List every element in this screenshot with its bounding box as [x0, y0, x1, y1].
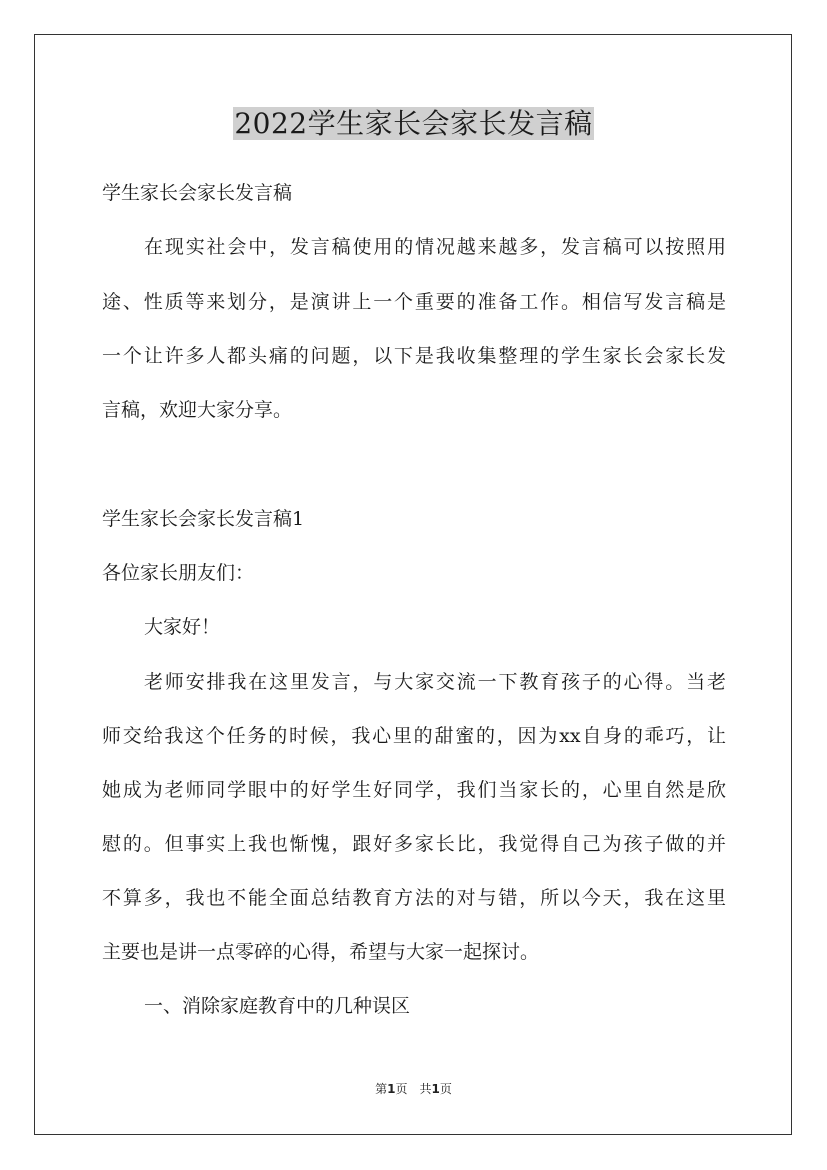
intro-line: 在现实社会中，发言稿使用的情况越来越多，发言稿可以按照用	[144, 236, 726, 258]
footer-mid: 页 共	[395, 1082, 432, 1096]
subheading: 一、消除家庭教育中的几种误区	[144, 995, 411, 1017]
paragraph-line: 师交给我这个任务的时候，我心里的甜蜜的，因为xx自身的乖巧，让	[102, 725, 726, 747]
salutation: 各位家长朋友们：	[102, 562, 255, 584]
paragraph-line: 不算多，我也不能全面总结教育方法的对与错，所以今天，我在这里	[102, 887, 726, 909]
paragraph-line: 老师安排我在这里发言，与大家交流一下教育孩子的心得。当老	[144, 671, 726, 693]
document-heading: 学生家长会家长发言稿	[102, 182, 293, 204]
paragraph-line: 主要也是讲一点零碎的心得，希望与大家一起探讨。	[102, 941, 540, 963]
document-title: 2022学生家长会家长发言稿	[234, 107, 593, 140]
intro-line: 一个让许多人都头痛的问题，以下是我收集整理的学生家长会家长发	[102, 345, 726, 367]
paragraph-line: 她成为老师同学眼中的好学生好同学，我们当家长的，心里自然是欣	[102, 779, 726, 801]
footer-prefix: 第	[375, 1082, 388, 1096]
footer-total-pages: 1	[431, 1082, 440, 1096]
intro-line: 途、性质等来划分，是演讲上一个重要的准备工作。相信写发言稿是	[102, 291, 726, 313]
intro-line: 言稿，欢迎大家分享。	[102, 399, 293, 421]
page-footer	[0, 1081, 827, 1097]
greeting: 大家好！	[144, 616, 221, 638]
section-title: 学生家长会家长发言稿1	[102, 508, 305, 530]
footer-page-number: 1	[387, 1082, 396, 1096]
paragraph-line: 慰的。但事实上我也惭愧，跟好多家长比，我觉得自己为孩子做的并	[102, 833, 726, 855]
footer-suffix: 页	[439, 1082, 452, 1096]
